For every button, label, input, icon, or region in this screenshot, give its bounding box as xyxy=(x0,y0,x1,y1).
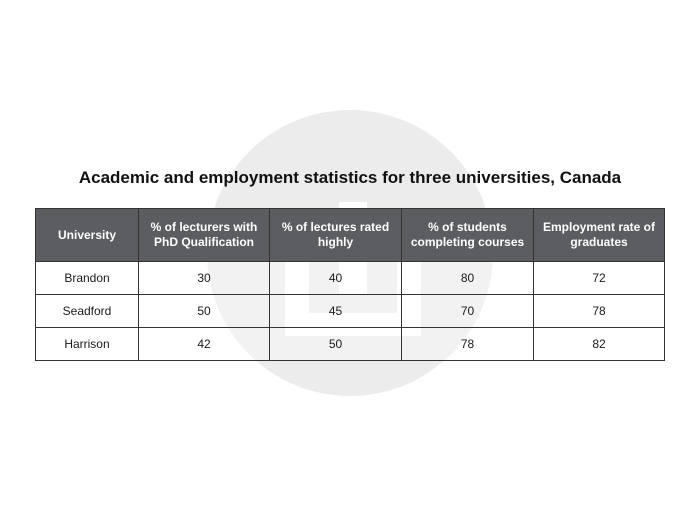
table-cell: 80 xyxy=(402,262,534,295)
table-row xyxy=(36,328,665,361)
table-cell: 82 xyxy=(534,328,665,361)
column-header: University xyxy=(36,209,139,262)
chart-title: Academic and employment statistics for three universities, Canada xyxy=(78,168,622,187)
header-row xyxy=(36,209,665,262)
table-cell: 42 xyxy=(139,328,270,361)
table-row xyxy=(36,262,665,295)
university-cell: Harrison xyxy=(36,328,139,361)
table-cell: 50 xyxy=(270,328,402,361)
column-header: % of lectures rated highly xyxy=(270,209,402,262)
statistics-table xyxy=(35,208,665,361)
university-cell: Seadford xyxy=(36,295,139,328)
table-cell: 70 xyxy=(402,295,534,328)
column-header: Employment rate of graduates xyxy=(534,209,665,262)
table-cell: 45 xyxy=(270,295,402,328)
university-cell: Brandon xyxy=(36,262,139,295)
table-cell: 40 xyxy=(270,262,402,295)
table-row xyxy=(36,295,665,328)
column-header: % of students completing courses xyxy=(402,209,534,262)
column-header: % of lecturers with PhD Qualification xyxy=(139,209,270,262)
table-cell: 50 xyxy=(139,295,270,328)
table-cell: 78 xyxy=(402,328,534,361)
table-cell: 30 xyxy=(139,262,270,295)
table-cell: 78 xyxy=(534,295,665,328)
table-cell: 72 xyxy=(534,262,665,295)
